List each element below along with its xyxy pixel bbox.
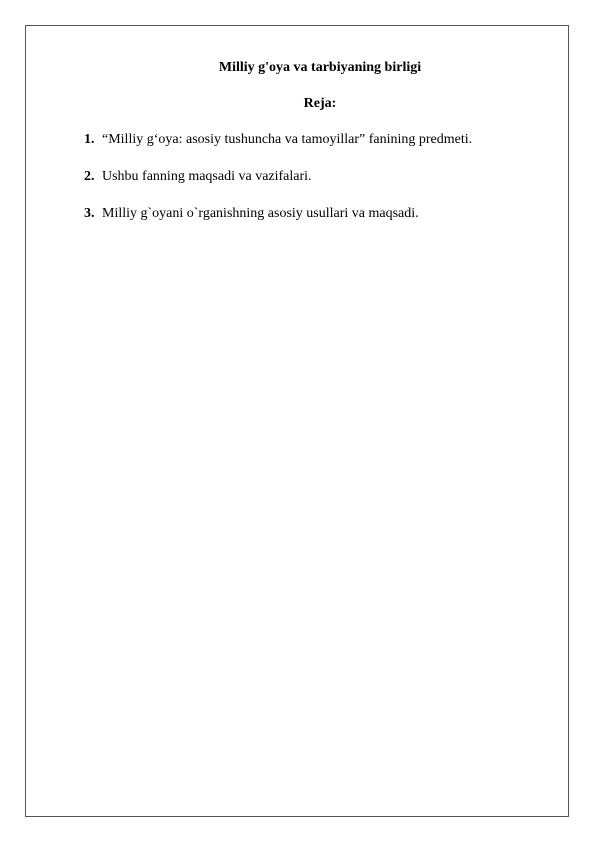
plan-item-number: 3. xyxy=(84,206,95,221)
plan-item-number: 1. xyxy=(84,132,95,147)
plan-item-number: 2. xyxy=(84,169,95,184)
document-title: Milliy g'oya va tarbiyaning birligi xyxy=(218,60,422,75)
plan-list xyxy=(84,131,554,242)
plan-item xyxy=(84,131,554,149)
plan-item-text: “Milliy g‘oya: asosiy tushuncha va tamoyillar” fanining predmeti. xyxy=(102,132,473,147)
plan-item xyxy=(84,168,554,186)
plan-item xyxy=(84,205,554,223)
plan-heading: Reja: xyxy=(303,96,337,111)
plan-item-text: Ushbu fanning maqsadi va vazifalari. xyxy=(102,169,312,184)
plan-item-text: Milliy g`oyani o`rganishning asosiy usullari va maqsadi. xyxy=(102,206,419,221)
